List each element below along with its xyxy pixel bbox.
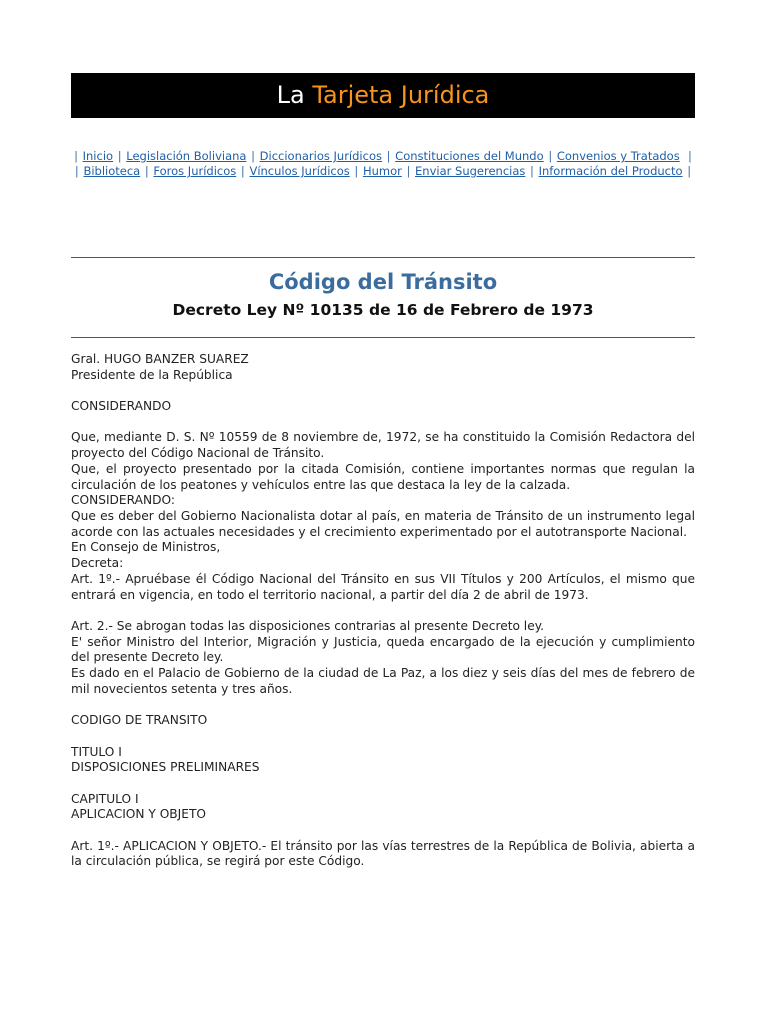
site-title-part2: Tarjeta Jurídica [312,81,490,109]
nav-link-biblioteca[interactable]: Biblioteca [83,164,141,178]
article-1-decree: Art. 1º.- Apruébase él Código Nacional del Tránsito en sus VII Títulos y 200 Artículos, el mismo que entrará en vigencia, en todo el territorio nacional, a partir del día 2 de abril de 1973. [71,571,695,602]
nav-link-inicio[interactable]: Inicio [82,149,114,163]
title-1-heading: TITULO I [71,744,122,759]
nav-link-diccionarios-juridicos[interactable]: Diccionarios Jurídicos [259,149,382,163]
nav-link-informacion-del-producto[interactable]: Información del Producto [538,164,683,178]
site-navigation [71,149,695,179]
nav-separator: | [144,164,149,178]
nav-separator: | [406,164,411,178]
paragraph-duty: Que es deber del Gobierno Nacionalista dotar al país, en materia de Tránsito de un instrumento legal acorde con las actuales necesidades y el crecimiento experimentado por el autotransporte Nacional. [71,509,695,539]
nav-row-1 [71,149,695,164]
nav-link-convenios-y-tratados[interactable]: Convenios y Tratados [556,149,680,163]
paragraph-minister: E' señor Ministro del Interior, Migración y Justicia, queda encargado de la ejecución y cumplimiento del presente Decreto ley. [71,634,695,665]
document-body [71,352,695,870]
nav-separator: | [117,149,122,163]
nav-link-foros-juridicos[interactable]: Foros Jurídicos [153,164,237,178]
president-name: Gral. HUGO BANZER SUAREZ [71,352,249,366]
nav-separator: | [240,164,245,178]
site-title-part1: La [276,81,305,109]
nav-separator: | [354,164,359,178]
paragraph-commission: Que, mediante D. S. Nº 10559 de 8 noviembre de, 1972, se ha constituido la Comisión Redactora del proyecto del Código Nacional de Tránsito. [71,430,695,461]
chapter-1-name: APLICACION Y OBJETO [71,807,206,822]
considerando-heading: CONSIDERANDO [71,399,172,414]
nav-separator: | [548,149,553,163]
nav-link-legislacion-boliviana[interactable]: Legislación Boliviana [126,149,247,163]
chapter-1-heading: CAPITULO I [71,791,139,806]
paragraph-project: Que, el proyecto presentado por la citada Comisión, contiene importantes normas que regulan la circulación de los peatones y vehículos entre las que destaca la ley de la calzada. [71,461,695,492]
nav-separator: | [687,164,692,178]
document-title: Código del Tránsito [268,270,498,294]
title-1-name: DISPOSICIONES PRELIMINARES [71,760,260,775]
nav-separator: | [684,149,692,163]
nav-separator: | [251,149,255,163]
article-2-decree: Art. 2.- Se abrogan todas las disposiciones contrarias al presente Decreto ley. [71,618,545,633]
nav-separator: | [74,164,79,178]
paragraph-decreta: Decreta: [71,556,124,571]
nav-link-humor[interactable]: Humor [362,164,402,178]
nav-link-enviar-sugerencias[interactable]: Enviar Sugerencias [415,164,526,178]
considerando-heading-2: CONSIDERANDO: [71,493,175,508]
nav-separator: | [74,149,78,163]
paragraph-given: Es dado en el Palacio de Gobierno de la ciudad de La Paz, a los diez y seis días del mes de febrero de mil novecientos setenta y tres años. [71,666,695,696]
nav-separator: | [386,149,391,163]
divider-bottom [71,337,695,338]
divider-top [71,257,695,258]
president-title: Presidente de la República [71,367,233,382]
nav-link-constituciones-del-mundo[interactable]: Constituciones del Mundo [395,149,544,163]
paragraph-council: En Consejo de Ministros, [71,540,221,555]
document-subtitle: Decreto Ley Nº 10135 de 16 de Febrero de 1973 [172,301,594,319]
nav-row-2 [71,164,695,179]
code-heading: CODIGO DE TRANSITO [71,713,208,728]
nav-link-vinculos-juridicos[interactable]: Vínculos Jurídicos [249,164,350,178]
nav-separator: | [530,164,534,178]
site-banner [71,73,695,118]
article-1-code: Art. 1º.- APLICACION Y OBJETO.- El tránsito por las vías terrestres de la República de Bolivia, abierta a la circulación pública, se regirá por este Código. [71,838,695,869]
